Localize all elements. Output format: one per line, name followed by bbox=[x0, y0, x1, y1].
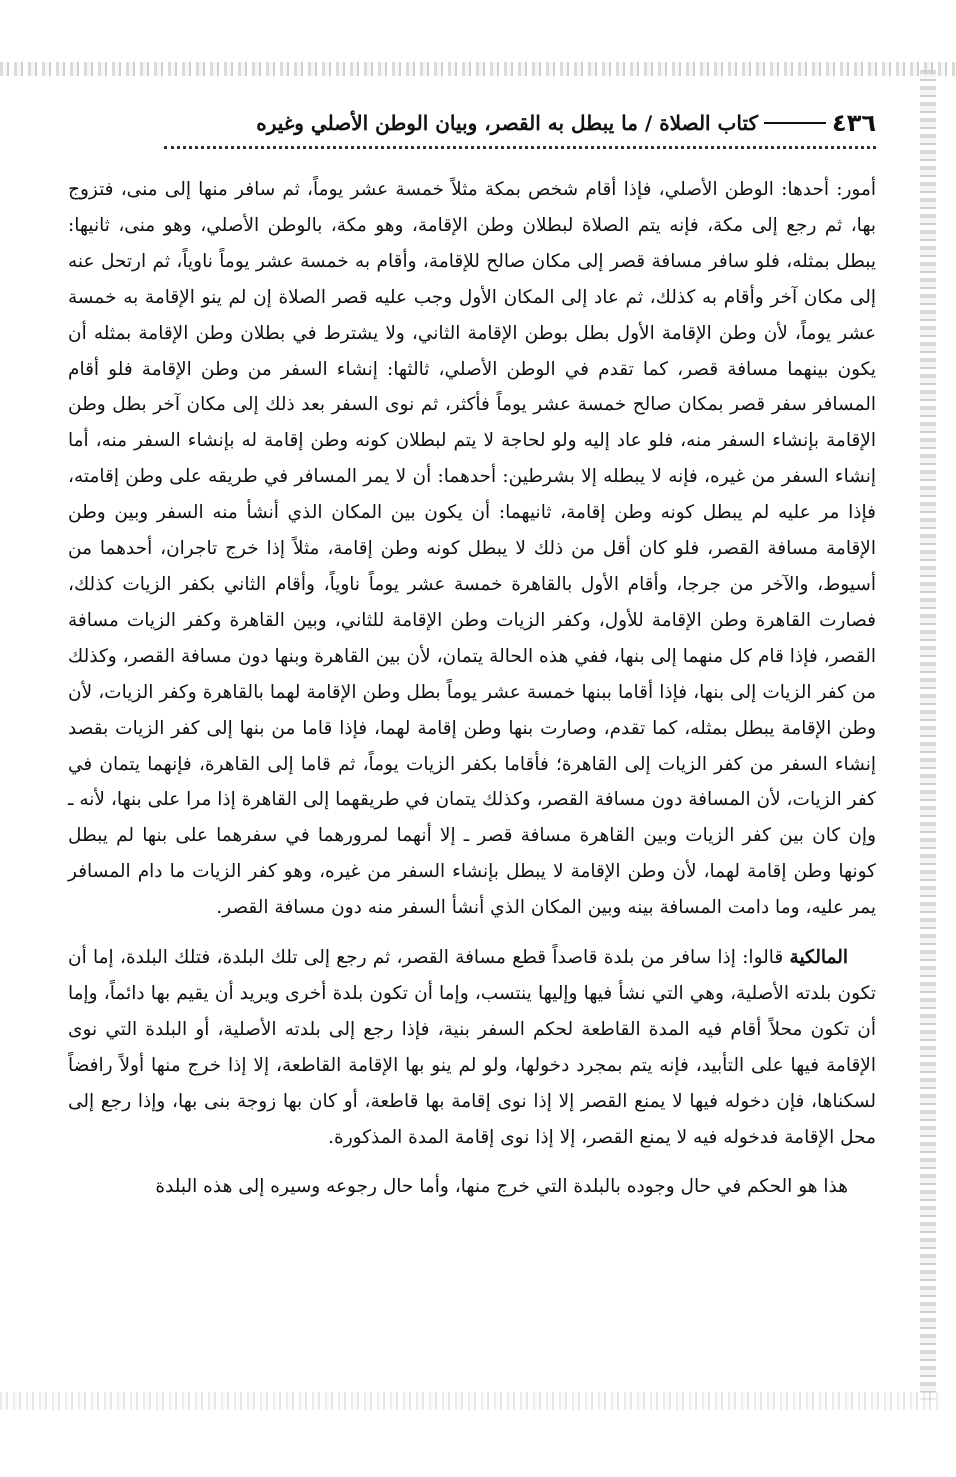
header-dotted-rule bbox=[164, 146, 876, 149]
body-text bbox=[68, 172, 876, 1372]
decorative-border-right bbox=[920, 70, 936, 1400]
paragraph-1 bbox=[68, 172, 876, 926]
paragraph-2-text: قالوا: إذا سافر من بلدة قاصداً قطع مسافة القصر، ثم رجع إلى تلك البلدة، فتلك البلدة، إما أن تكون بلدته الأصلية، وهي التي نشأ فيها وإليها ينتسب، وإما أن تكون بلدة أخرى ويريد أن يقيم بها دائماً، وإما أن تكون محلاً أقام فيه المدة القاطعة لحكم السفر بنية، فإذا رجع إلى بلدته الأصلية، أو البلدة التي نوى الإقامة فيها على التأبيد، فإنه يتم بمجرد دخولها، ولو لم ينو بها الإقامة القاطعة، إلا إذا خرج منها أولاً رافضاً لسكناها، فإن دخوله فيها لا يمنع القصر إلا إذا نوى إقامة بها قاطعة، أو كان بها زوجة بنى بها، وإذا رجع إلى محل الإقامة فدخوله فيه لا يمنع القصر، إلا إذا نوى إقامة المدة المذكورة. bbox=[68, 947, 876, 1148]
paragraph-1-text: أمور: أحدها: الوطن الأصلي، فإذا أقام شخص بمكة مثلاً خمسة عشر يوماً، ثم سافر منها إلى منى، فتزوج بها، ثم رجع إلى مكة، فإنه يتم الصلاة لبطلان وطن الإقامة، وهو مكة، بالوطن الأصلي، وهو منى، ثانيها: يبطل بمثله، فلو سافر مسافة قصر إلى مكان صالح للإقامة، وأقام به خمسة عشر يوماً ناوياً، ثم ارتحل عنه إلى مكان آخر وأقام به كذلك، ثم عاد إلى المكان الأول وجب عليه قصر الصلاة إن لم ينو الإقامة به خمسة عشر يوماً، لأن وطن الإقامة الأول بطل بوطن الإقامة الثاني، ولا يشترط في بطلان وطن الإقامة بمثله أن يكون بينهما مسافة قصر، كما تقدم في الوطن الأصلي، ثالثها: إنشاء السفر من وطن الإقامة فلو أقام المسافر سفر قصر بمكان صالح خمسة عشر يوماً فأكثر، ثم نوى السفر بعد ذلك إلى مكان آخر بطل وطن الإقامة بإنشاء السفر منه، فلو عاد إليه ولو لحاجة لا يتم لبطلان كونه وطن إقامة له بإنشاء السفر منه، أما إنشاء السفر من غيره، فإنه لا يبطله إلا بشرطين: أحدهما: أن لا يمر المسافر في طريقه على وطن إقامته، فإذا مر عليه لم يبطل كونه وطن إقامة، ثانيهما: أن يكون بين المكان الذي أنشأ منه السفر وبين وطن الإقامة مسافة القصر، فلو كان أقل من ذلك لا يبطل كونه وطن إقامة، مثلاً إذا خرج تاجران، أحدهما من أسيوط، والآخر من جرجا، وأقام الأول بالقاهرة خمسة عشر يوماً ناوياً، وأقام الثاني بكفر الزيات كذلك، فصارت القاهرة وطن الإقامة للأول، وكفر الزيات وطن الإقامة للثاني، وبين القاهرة وكفر الزيات مسافة القصر، فإذا قام كل منهما إلى بنها، ففي هذه الحالة يتمان، لأن بين القاهرة وبنها دون مسافة القصر، وكذلك من كفر الزيات إلى بنها، فإذا أقاما ببنها خمسة عشر يوماً بطل وطن الإقامة لهما بالقاهرة وكفر الزيات، لأن وطن الإقامة يبطل بمثله، كما تقدم، وصارت بنها وطن إقامة لهما، فإذا قاما من بنها إلى كفر الزيات بقصد إنشاء السفر من كفر الزيات إلى القاهرة؛ فأقاما بكفر الزيات يوماً، ثم قاما إلى القاهرة، فإنهما يتمان في كفر الزيات، لأن المسافة دون مسافة القصر، وكذلك يتمان في طريقهما إلى القاهرة إذا مرا على بنها، لأنه ـ وإن كان بين كفر الزيات وبين القاهرة مسافة قصر ـ إلا أنهما لمرورهما في سفرهما على بنها لم يبطل كونها وطن إقامة لهما، لأن وطن الإقامة لا يبطل بإنشاء السفر من غيره، وهو كفر الزيات ما دام المسافر يمر عليه، وما دامت المسافة بينه وبين المكان الذي أنشأ السفر منه دون مسافة القصر. bbox=[68, 179, 876, 919]
decorative-border-top bbox=[0, 62, 956, 76]
paragraph-2-lead: المالكية bbox=[789, 947, 848, 969]
paragraph-2 bbox=[68, 940, 876, 1155]
page-number: ٤٣٦ bbox=[832, 109, 876, 137]
decorative-border-bottom bbox=[0, 1392, 940, 1410]
header-title: كتاب الصلاة / ما يبطل به القصر، وبيان الوطن الأصلي وغيره bbox=[256, 111, 759, 135]
paragraph-3-text: هذا هو الحكم في حال وجوده بالبلدة التي خرج منها، وأما حال رجوعه وسيره إلى هذه البلدة bbox=[155, 1176, 848, 1198]
header-rule bbox=[764, 122, 826, 124]
running-header bbox=[60, 103, 876, 143]
paragraph-3 bbox=[68, 1169, 876, 1205]
